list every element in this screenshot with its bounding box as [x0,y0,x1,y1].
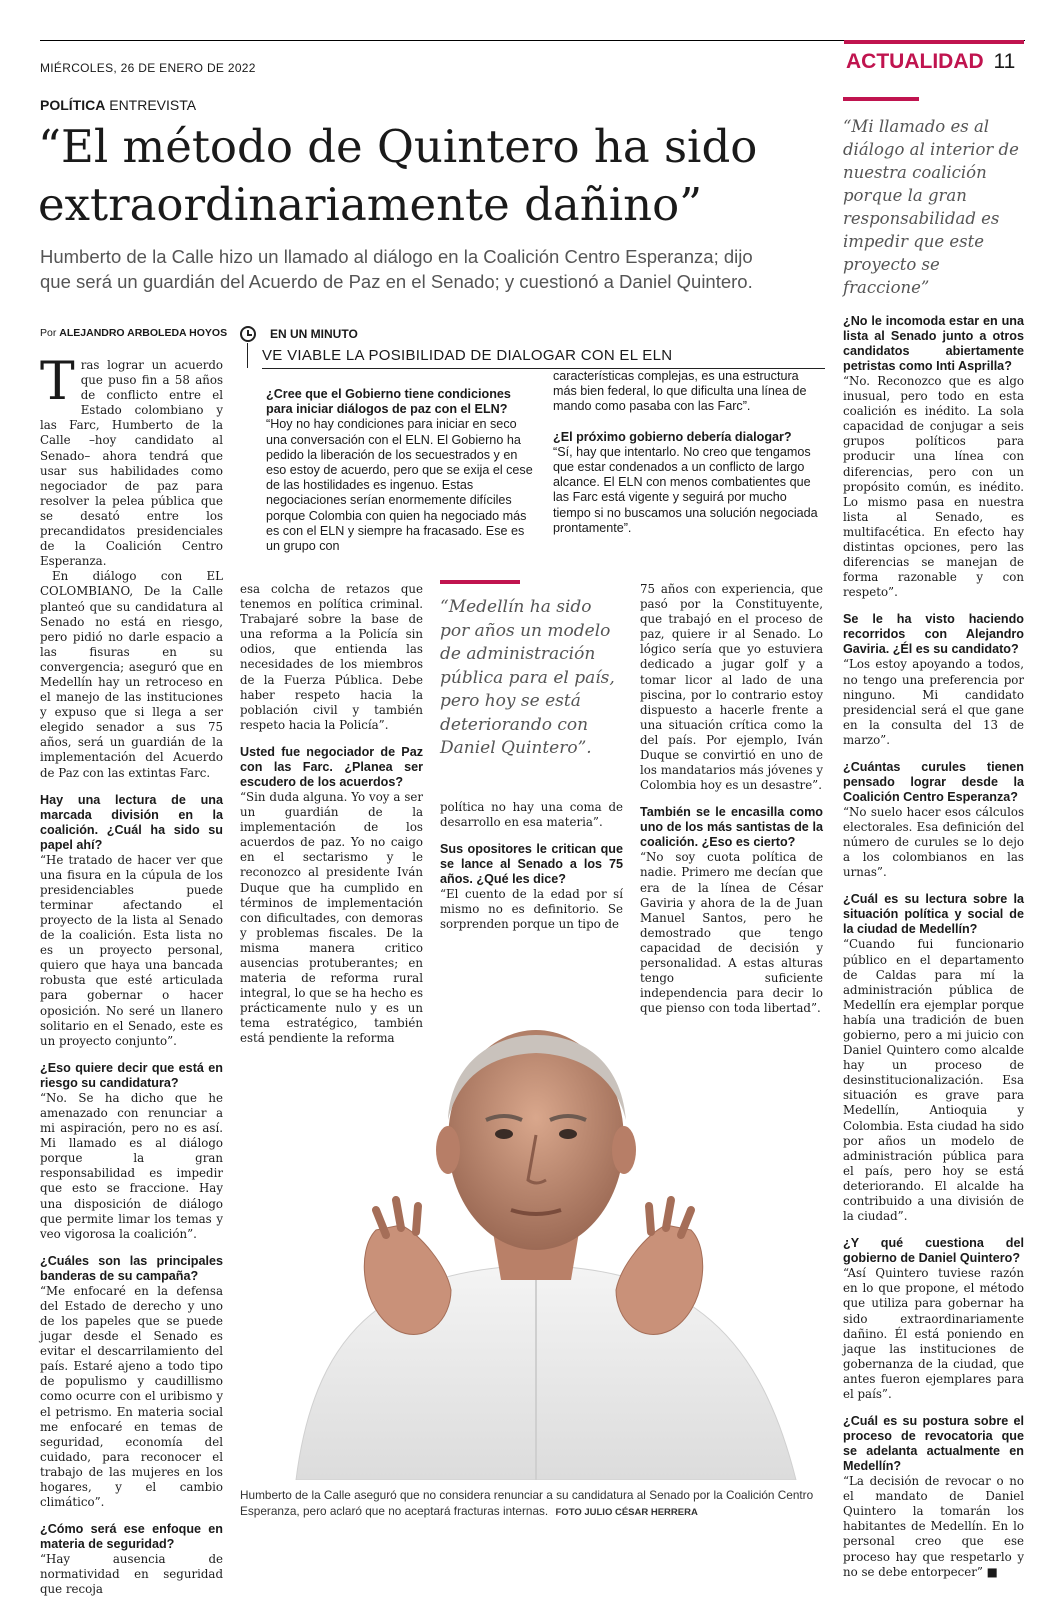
en-un-minuto-box [240,325,825,554]
pullquote-top: “Mi llamado es al diálogo al interior de nuestra coalición porque la gran responsabilidad es impedir que este proyecto se fraccione” [843,117,1019,297]
pullquote-top-bar [843,97,919,101]
column-2 [240,582,423,1047]
answer: política no hay una coma de desarrollo en esa materia”. [440,800,623,830]
answer: “El cuento de la edad por sí mismo no es definitorio. Se sorprenden porque un tipo de [440,887,623,932]
answer: “Sin duda alguna. Yo voy a ser un guardián de la implementación de los acuerdos de paz. Yo no caigo en el sectarismo y le reconozco al presidente Iván Duque que ha cumplido en términos de implementación con dificultades, con demoras y problemas fiscales. De la misma manera critico ausencias protuberantes; en materia de reforma rural integral, lo que se ha hecho es prácticamente nulo y es un tema estratégico, también está pendiente la reforma [240,789,423,1046]
column-4 [640,582,823,1016]
page-number: 11 [993,50,1016,73]
question: ¿Eso quiere decir que está en riesgo su candidatura? [40,1060,223,1090]
question: Hay una lectura de una marcada división en la coalición. ¿Cuál ha sido su papel ahí? [40,792,223,852]
byline [40,327,227,339]
issue-date: MIÉRCOLES, 26 DE ENERO DE 2022 [40,61,256,75]
question: Sus opositores le critican que se lance al Senado a los 75 años. ¿Qué les dice? [440,842,623,887]
column-3 [440,800,623,932]
pullquote-mid: “Medellín ha sido por años un modelo de administración pública para el país, pero hoy se está deteriorando con Daniel Quintero”. [440,597,615,758]
answer: “La decisión de revocar o no el mandato de Daniel Quintero la tomarán los habitantes de Medellín. En lo personal creo que ese proceso hay que respetarlo y no se debe entorpecer” ■ [843,1474,1024,1579]
question: ¿Cuántas curules tienen pensado lograr desde la Coalición Centro Esperanza? [843,759,1024,804]
answer: “No. Reconozco que es algo inusual, pero todo en esta coalición es inédito. La sola capacidad de conjugar a seis grupos políticos para producir una línea con diferencias, pero con un propósito común, es inédito. Lo mismo pasa en nuestra lista al Senado, es multifacética. En efecto hay distintas opciones, pero las diferencias se manejan de forma razonable y con respeto”. [843,374,1024,600]
drop-cap: T [40,352,75,412]
headline-line1: “El método de Quintero ha sido [38,120,758,173]
headline [38,118,838,234]
box-question-2: ¿El próximo gobierno debería dialogar? [553,429,792,444]
question: ¿Cómo será ese enfoque en materia de seguridad? [40,1522,223,1552]
answer: 75 años con experiencia, que pasó por la Constituyente, que trabajó en el proceso de paz, quiere ir al Senado. Lo lógico sería que yo estuviera dedicado a jugar golf y a tomar licor al lado de una piscina, por lo contrario estoy dispuesto a hacerle frente a una situación crítica como la del país. Por ejemplo, Iván Duque se convirtió en uno de los mandatarios más jóvenes y Colombia hoy es un desastre”. [640,582,823,793]
box-col-2 [553,369,823,554]
kicker-type: ENTREVISTA [109,97,197,113]
question: ¿Cuál es su postura sobre el proceso de revocatoria que se adelanta actualmente en Medellín? [843,1414,1024,1474]
paragraph-2: En diálogo con EL COLOMBIANO, De la Calle planteó que su candidatura al Senado no está en riesgo, pero pidió no darle espacio a las fisuras en su convergencia; aseguró que en Medellín hay un retroceso en el manejo de las instituciones y expuso que si llega a ser elegido senador a sus 75 años, será un guardián de la implementación del Acuerdo de Paz con las extintas Farc. [40,569,223,780]
answer: “Así Quintero tuviese razón en lo que propone, el método que utiliza para gobernar ha sido extraordinariamente dañino. Él está poniendo en jaque las instituciones de gobernanza de la ciudad, que antes fueron ejemplares para el país”. [843,1266,1024,1401]
clock-icon [240,326,256,342]
end-mark: ■ [986,1564,998,1579]
box-title: VE VIABLE LA POSIBILIDAD DE DIALOGAR CON EL ELN [262,347,673,364]
box-answer-1: “Hoy no hay condiciones para iniciar en seco una conversación con el ELN. El Gobierno ha pedido la liberación de los secuestrados y en eso estoy de acuerdo, pero que se exija el cese de las hostilidades es ingenuo. Estas negociaciones serían enormemente difíciles porque Colombia con quien ha negociado más es con el ELN y siempre ha fracasado. Ese es un grupo con [266,417,533,554]
answer: “No. Se ha dicho que he amenazado con renunciar a mi aspiración, pero no es así. Mi llamado es al diálogo porque la gran responsabilidad es impedir que esto se fraccione. Hay una disposición de diálogo que permite limar los temas y veo vigorosa la coalición”. [40,1090,223,1241]
subheadline-line2: que será un guardián del Acuerdo de Paz en el Senado; y cuestionó a Daniel Quintero. [40,271,753,292]
intro-paragraph: Tras lograr un acuerdo que puso fin a 58 años de conflicto entre el Estado colombiano y las Farc, Humberto de la Calle –hoy candidato al Senado– ahora tendrá que usar sus habilidades como negociador de paz para resolver la pelea pública que se desató entre los precandidatos presidenciales de la Coalición Centro Esperanza. [40,352,223,569]
pullquote-mid-bar [440,580,520,584]
photo-caption [240,1487,825,1521]
subheadline-line1: Humberto de la Calle hizo un llamado al diálogo en la Coalición Centro Esperanza; dijo [40,246,753,267]
answer: “Hay ausencia de normatividad en seguridad que recoja [40,1552,223,1597]
section-bar [844,40,1024,44]
question: También se le encasilla como uno de los más santistas de la coalición. ¿Eso es cierto? [640,805,823,850]
portrait-illustration [236,1020,826,1480]
box-rule [247,343,248,368]
answer: “No suelo hacer esos cálculos electorales. Esa definición del número de curules se lo dejo a los colombianos en las urnas”. [843,804,1024,880]
question: ¿No le incomoda estar en una lista al Senado junto a otros candidatos abiertamente petristas como Inti Asprilla? [843,314,1024,373]
kicker [40,97,196,113]
answer: “Los estoy apoyando a todos, no tengo una preferencia por ninguno. Mi candidato presidencial será el que gane en la consulta del 13 de marzo”. [843,657,1024,747]
box-answer-1-cont: características complejas, es una estructura más bien federal, lo que dificulta una línea de mando como pasaba con las Farc”. [553,369,807,414]
box-columns [266,369,825,554]
answer: esa colcha de retazos que tenemos en política criminal. Trabajaré sobre la base de una reforma a la Policía sin odios, que entienda las necesidades de los miembros de la Fuerza Pública. Debe haber respeto hacia la población civil y también respeto hacia la Policía”. [240,582,423,732]
question: ¿Cuál es su lectura sobre la situación política y social de la ciudad de Medellín? [843,892,1024,937]
kicker-section: POLÍTICA [40,97,106,113]
question: ¿Y qué cuestiona del gobierno de Daniel Quintero? [843,1236,1024,1266]
column-5 [843,314,1024,1580]
section-name: ACTUALIDAD [846,50,984,73]
question: Se le ha visto haciendo recorridos con Alejandro Gaviria. ¿Él es su candidato? [843,612,1024,657]
column-1 [40,352,223,1597]
photo-credit: FOTO JULIO CÉSAR HERRERA [555,1507,698,1518]
box-label: EN UN MINUTO [270,327,358,341]
photo [236,1020,826,1480]
box-question-1: ¿Cree que el Gobierno tiene condiciones para iniciar diálogos de paz con el ELN? [266,387,511,417]
subheadline [40,244,840,294]
question: Usted fue negociador de Paz con las Farc. ¿Planea ser escudero de los acuerdos? [240,744,423,789]
question: ¿Cuáles son las principales banderas de su campaña? [40,1253,223,1283]
caption-text: Humberto de la Calle aseguró que no considera renunciar a su candidatura al Senado por la Coalición Centro Esperanza, pero aclaró que no aceptará fracturas internas. [240,1488,814,1518]
section-header [846,50,1015,74]
box-label-row [240,325,825,343]
headline-line2: extraordinariamente dañino” [38,178,703,231]
byline-author: ALEJANDRO ARBOLEDA HOYOS [59,327,228,339]
box-col-1 [266,387,533,554]
answer: “No soy cuota política de nadie. Primero me decían que era de la línea de César Gaviria y ahora de la de Juan Manuel Santos, pero he demostrado que tengo capacidad de decisión y personalidad. A estas alturas tengo suficiente independencia para decir lo que pienso con toda libertad”. [640,850,823,1016]
answer: “He tratado de hacer ver que una fisura en la cúpula de los presidenciables puede terminar afectando el proyecto de la lista al Senado de la coalición. Esta lista no es un proyecto personal, quiero que haya una bancada robusta que esté articulada para gobernar o hacer oposición. No seré un llanero solitario en el Senado, este es un proyecto conjunto”. [40,852,223,1048]
box-answer-2: “Sí, hay que intentarlo. No creo que tengamos que estar condenados a un conflicto de largo alcance. El ELN con menos combatientes que las Farc está vigente y seguirá por mucho tiempo si no buscamos una solución negociada prontamente”. [553,444,818,535]
byline-prefix: Por [40,327,57,339]
answer: “Cuando fui funcionario público en el departamento de Caldas para mí la administración pública de Medellín era ejemplar porque había una tradición de buen gobierno, pero a mi juicio con Daniel Quintero como alcalde hay un proceso de desinstitucionalización. Esa situación es grave para Medellín, Antioquia y Colombia. Esta ciudad ha sido por años un modelo de administración pública para el país, pero hoy se está deteriorando. El alcalde ha contribuido a una división de la ciudad”. [843,937,1024,1224]
answer: “Me enfocaré en la defensa del Estado de derecho y uno de los papeles que se puede jugar desde el Senado es evitar el descarrilamiento del país. Estaré ajeno a todo tipo de populismo y caudillismo como ocurre con el uribismo y el petrismo. En materia social me enfocaré en temas de seguridad, economía del cuidado, para reconocer el trabajo de las mujeres en los hogares, y el cambio climático”. [40,1283,223,1510]
